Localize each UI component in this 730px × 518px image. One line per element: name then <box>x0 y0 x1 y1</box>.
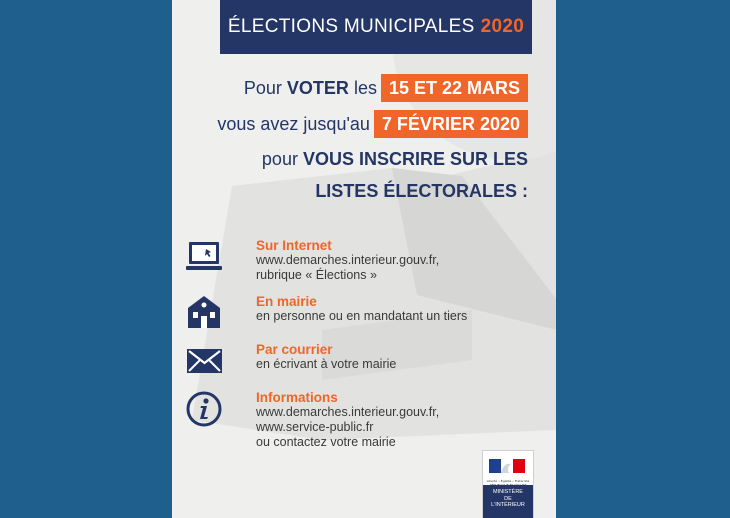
register-line <box>262 146 528 172</box>
poster-title <box>220 0 532 54</box>
electoral-lists-line <box>315 178 528 204</box>
line3-bold: VOUS INSCRIRE SUR LES <box>302 148 528 169</box>
option-text: en écrivant à votre mairie <box>256 357 397 371</box>
election-poster <box>172 0 556 518</box>
option-text: www.service-public.fr <box>256 420 374 434</box>
ministry-line: DE <box>504 495 512 502</box>
option-title: Par courrier <box>256 342 333 357</box>
ministry-line: MINISTÈRE <box>493 489 523 495</box>
option-text: ou contactez votre mairie <box>256 435 396 449</box>
option-text: rubrique « Élections » <box>256 268 377 282</box>
option-text: en personne ou en mandatant un tiers <box>256 309 468 323</box>
info-icon <box>186 390 224 428</box>
marianne-flag-icon <box>487 455 529 477</box>
option-title: En mairie <box>256 294 317 309</box>
computer-icon <box>186 238 224 276</box>
vote-dates-highlight: 15 ET 22 MARS <box>381 74 528 102</box>
deadline-line <box>217 110 528 138</box>
ministry-line: L'INTÉRIEUR <box>491 502 525 508</box>
ministry-logo <box>482 450 534 518</box>
line4-bold: LISTES ÉLECTORALES : <box>315 180 528 201</box>
title-text: ÉLECTIONS MUNICIPALES <box>227 16 475 37</box>
line1-mid: les <box>348 77 377 98</box>
logo-ministry <box>483 485 533 518</box>
option-text: www.demarches.interieur.gouv.fr, <box>256 405 440 419</box>
vote-dates-line <box>244 74 528 102</box>
line3-prefix: pour <box>261 148 303 169</box>
option-title: Sur Internet <box>256 238 332 253</box>
line1-verb: VOTER <box>286 77 349 98</box>
envelope-icon <box>186 342 224 380</box>
option-text: www.demarches.interieur.gouv.fr, <box>256 253 440 267</box>
logo-motto: Liberté • Égalité • Fraternité <box>486 479 530 483</box>
line2-prefix: vous avez jusqu'au <box>217 113 370 134</box>
title-year: 2020 <box>480 16 525 37</box>
town-hall-icon <box>186 294 224 332</box>
line1-prefix: Pour <box>243 77 287 98</box>
deadline-highlight: 7 FÉVRIER 2020 <box>374 110 528 138</box>
option-title: Informations <box>256 390 338 405</box>
